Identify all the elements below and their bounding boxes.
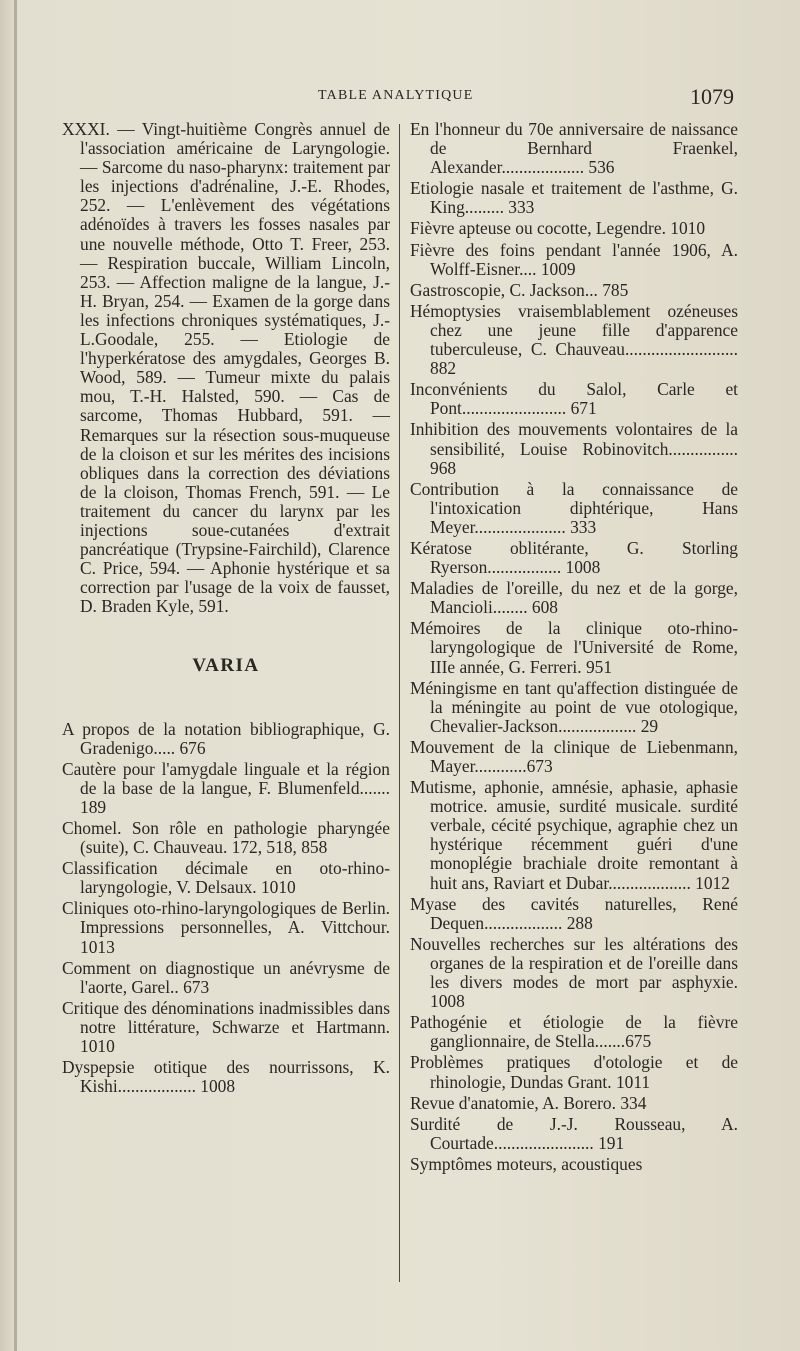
index-entry: Revue d'anatomie, A. Borero. 334: [410, 1092, 647, 1113]
binding-edge: [14, 0, 17, 1351]
index-entry: Dyspepsie otitique des nourrissons, K. Kishi.................. 1008: [62, 1057, 390, 1097]
left-column: [62, 120, 390, 1098]
index-entry: A propos de la notation bibliographique, G. Gradenigo..... 676: [62, 718, 390, 758]
index-entry: Etiologie nasale et traitement de l'asthme, G. King......... 333: [410, 178, 738, 218]
index-entry: Classification décimale en oto-rhino-laryngologie, V. Delsaux. 1010: [62, 858, 390, 898]
page-number: 1079: [690, 84, 734, 109]
right-column: [410, 120, 738, 1176]
index-entry: Fièvre des foins pendant l'année 1906, A. Wolff-Eisner.... 1009: [410, 239, 738, 279]
column-rule: [399, 124, 400, 1282]
index-entry: Gastroscopie, C. Jackson... 785: [410, 279, 629, 300]
index-entry: Inhibition des mouvements volontaires de la sensibilité, Louise Robinovitch................ 968: [410, 419, 738, 478]
index-entry: Mutisme, aphonie, amnésie, aphasie, aphasie motrice. amusie, surdité musicale. surdité verbale, cécité psychique, agraphie chez un hystérique récemment guéri d'une monoplégie brachiale droite remontant à huit ans, Raviart et Dubar................... 1012: [410, 777, 738, 893]
index-entry: Méningisme en tant qu'affection distinguée de la méningite au point de vue otologique, Chevalier-Jackson.................. 29: [410, 677, 738, 736]
index-entry: Inconvénients du Salol, Carle et Pont........................ 671: [410, 379, 738, 419]
index-entry: Hémoptysies vraisemblablement ozéneuses chez une jeune fille d'apparence tuberculeuse, C. Chauveau.......................... 882: [410, 300, 738, 379]
index-entry: Nouvelles recherches sur les altérations des organes de la respiration et de l'oreille dans les divers modes de mort par asphyxie. 1008: [410, 933, 738, 1012]
index-entry: Fièvre apteuse ou cocotte, Legendre. 1010: [410, 218, 706, 239]
index-entry: Pathogénie et étiologie de la fièvre ganglionnaire, de Stella.......675: [410, 1012, 738, 1052]
index-entry: Myase des cavités naturelles, René Dequen.................. 288: [410, 893, 738, 933]
index-entry: Problèmes pratiques d'otologie et de rhinologie, Dundas Grant. 1011: [410, 1052, 738, 1092]
index-entry: Surdité de J.-J. Rousseau, A. Courtade....................... 191: [410, 1113, 738, 1153]
index-entry: Contribution à la connaissance de l'intoxication diphtérique, Hans Meyer..................... 333: [410, 478, 738, 537]
index-entry: Mouvement de la clinique de Liebenmann, Mayer............673: [410, 736, 738, 776]
index-entry: En l'honneur du 70e anniversaire de naissance de Bernhard Fraenkel, Alexander................... 536: [410, 119, 738, 178]
index-entry: Comment on diagnostique un anévrysme de l'aorte, Garel.. 673: [62, 957, 390, 997]
index-entry: Maladies de l'oreille, du nez et de la gorge, Mancioli........ 608: [410, 578, 738, 618]
index-entry: Cliniques oto-rhino-laryngologiques de Berlin. Impressions personnelles, A. Vittchour. 1013: [62, 898, 390, 957]
index-entry: Kératose oblitérante, G. Storling Ryerson................. 1008: [410, 537, 738, 578]
index-entry: Mémoires de la clinique oto-rhino-laryngologique de l'Université de Rome, IIIe année, G. Ferreri. 951: [410, 618, 738, 677]
index-entry: Cautère pour l'amygdale linguale et la région de la base de la langue, F. Blumenfeld....... 189: [62, 758, 390, 817]
running-head: [0, 84, 800, 108]
congress-paragraph: XXXI. — Vingt-huitième Congrès annuel de l'association américaine de Laryngologie. — Sarcome du naso-pharynx: traitement par les injections d'adrénaline, J.-E. Rhodes, 252. — L'enlèvement des végétations adénoïdes à travers les fosses nasales par une nouvelle méthode, Otto T. Freer, 253. — Respiration buccale, William Lincoln, 253. — Affection maligne de la langue, J.-H. Bryan, 254. — Examen de la gorge dans les infections chroniques systématiques, J.-L.Goodale, 255. — Etiologie de l'hyperkératose des amygdales, Georges B. Wood, 589. — Tumeur mixte du palais mou, T.-H. Halsted, 590. — Cas de sarcome, Thomas Hubbard, 591. — Remarques sur la résection sous-muqueuse de la cloison et sur les mérites des incisions obliques dans la correction des déviations de la cloison, Thomas French, 591. — Le traitement du cancer du larynx par les injections soue-cutanées d'extrait pancréatique (Trypsine-Fairchild), Clarence C. Price, 594. — Aphonie hystérique et sa correction par l'usage de la voix de fausset, D. Braden Kyle, 591.: [62, 119, 390, 617]
section-heading-varia: VARIA: [192, 655, 260, 677]
index-entry: Symptômes moteurs, acoustiques: [410, 1153, 643, 1174]
running-title: TABLE ANALYTIQUE: [318, 88, 474, 103]
index-entry: Critique des dénominations inadmissibles dans notre littérature, Schwarze et Hartmann. 1010: [62, 997, 390, 1057]
index-entry: Chomel. Son rôle en pathologie pharyngée (suite), C. Chauveau. 172, 518, 858: [62, 818, 390, 858]
